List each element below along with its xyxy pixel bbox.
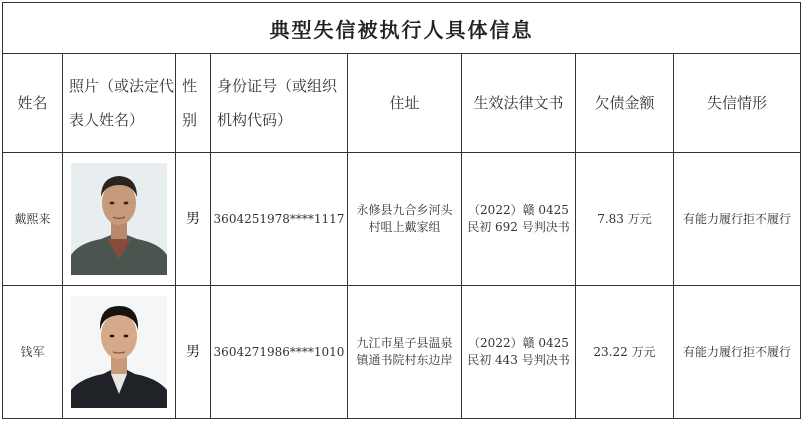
cell-photo — [63, 286, 176, 419]
person-photo — [71, 296, 167, 408]
header-name: 姓名 — [3, 54, 63, 153]
cell-id: 3604271986****1010 — [211, 286, 348, 419]
debtor-info-table — [2, 2, 801, 419]
header-address: 住址 — [348, 54, 462, 153]
cell-gender: 男 — [176, 153, 211, 286]
header-gender: 性别 — [176, 54, 211, 153]
person-photo — [71, 163, 167, 275]
header-situation: 失信情形 — [674, 54, 801, 153]
cell-address: 永修县九合乡河头村咀上戴家组 — [348, 153, 462, 286]
cell-debt: 23.22 万元 — [576, 286, 674, 419]
cell-photo — [63, 153, 176, 286]
cell-address: 九江市星子县温泉镇通书院村东边岸 — [348, 286, 462, 419]
cell-document: （2022）赣 0425 民初 443 号判决书 — [462, 286, 576, 419]
header-photo: 照片（或法定代表人姓名） — [63, 54, 176, 153]
header-row — [3, 54, 801, 153]
cell-name: 钱军 — [3, 286, 63, 419]
header-document: 生效法律文书 — [462, 54, 576, 153]
cell-debt: 7.83 万元 — [576, 153, 674, 286]
header-id: 身份证号（或组织机构代码） — [211, 54, 348, 153]
cell-name: 戴熙来 — [3, 153, 63, 286]
cell-situation: 有能力履行拒不履行 — [674, 153, 801, 286]
cell-situation: 有能力履行拒不履行 — [674, 286, 801, 419]
table-row — [3, 286, 801, 419]
table-row — [3, 153, 801, 286]
cell-id: 3604251978****1117 — [211, 153, 348, 286]
table-title: 典型失信被执行人具体信息 — [3, 3, 801, 54]
cell-gender: 男 — [176, 286, 211, 419]
header-debt: 欠债金额 — [576, 54, 674, 153]
cell-document: （2022）赣 0425 民初 692 号判决书 — [462, 153, 576, 286]
